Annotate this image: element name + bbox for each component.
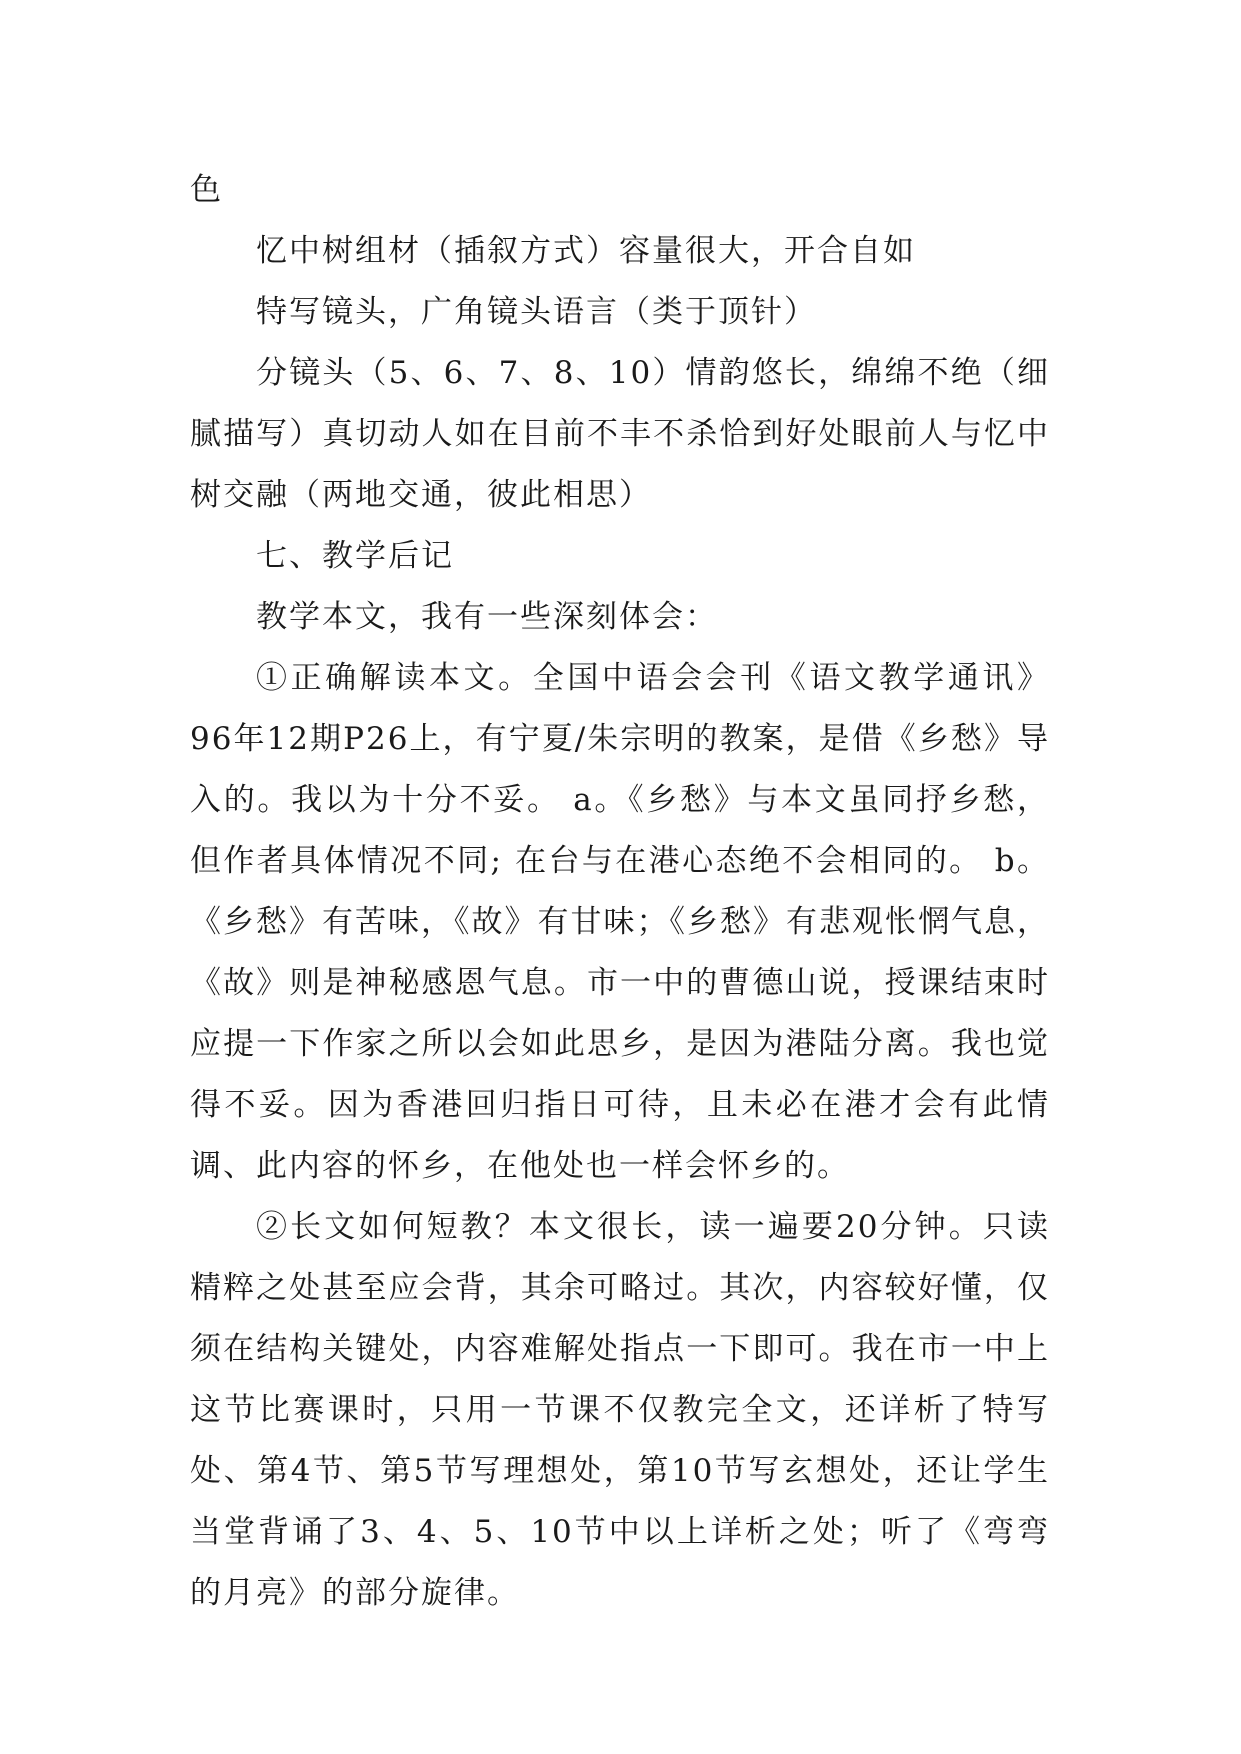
- document-body: [190, 160, 1050, 1624]
- paragraph-point-two: ②长文如何短教？本文很长，读一遍要20分钟。只读精粹之处甚至应会背，其余可略过。其次，内容较好懂，仅须在结构关键处，内容难解处指点一下即可。我在市一中上这节比赛课时，只用一节课不仅教完全文，还详析了特写处、第4节、第5节写理想处，第10节写玄想处，还让学生当堂背诵了3、4、5、10节中以上详析之处；听了《弯弯的月亮》的部分旋律。: [190, 1209, 1050, 1611]
- paragraph-closeup-note: 特写镜头，广角镜头语言（类于顶针）: [256, 294, 817, 330]
- paragraph-intro: 教学本文，我有一些深刻体会：: [256, 599, 718, 635]
- paragraph-point-one: ①正确解读本文。全国中语会会刊《语文教学通讯》 96年12期P26上，有宁夏/朱宗明的教案，是借《乡愁》导入的。我以为十分不妥。 a。《乡愁》与本文虽同抒乡愁，但作者具体情况不同; 在台与在港心态绝不会相同的。 b。《乡愁》有苦味，《故》有甘味；《乡愁》有悲观怅惘气息，《故》则是神秘感恩气息。市一中的曹德山说，授课结束时应提一下作家之所以会如此思乡，是因为港陆分离。我也觉得不妥。因为香港回归指日可待，且未必在港才会有此情调、此内容的怀乡，在他处也一样会怀乡的。: [190, 660, 1050, 1184]
- section-heading-teaching-postscript: 七、教学后记: [256, 538, 454, 574]
- paragraph-shot-note: 分镜头（5、6、7、8、10）情韵悠长，绵绵不绝（细腻描写）真切动人如在目前不丰不杀恰到好处眼前人与忆中树交融（两地交通，彼此相思）: [190, 355, 1050, 513]
- paragraph-continuation: 色: [190, 172, 223, 208]
- paragraph-structure-note: 忆中树组材（插叙方式）容量很大，开合自如: [256, 233, 916, 269]
